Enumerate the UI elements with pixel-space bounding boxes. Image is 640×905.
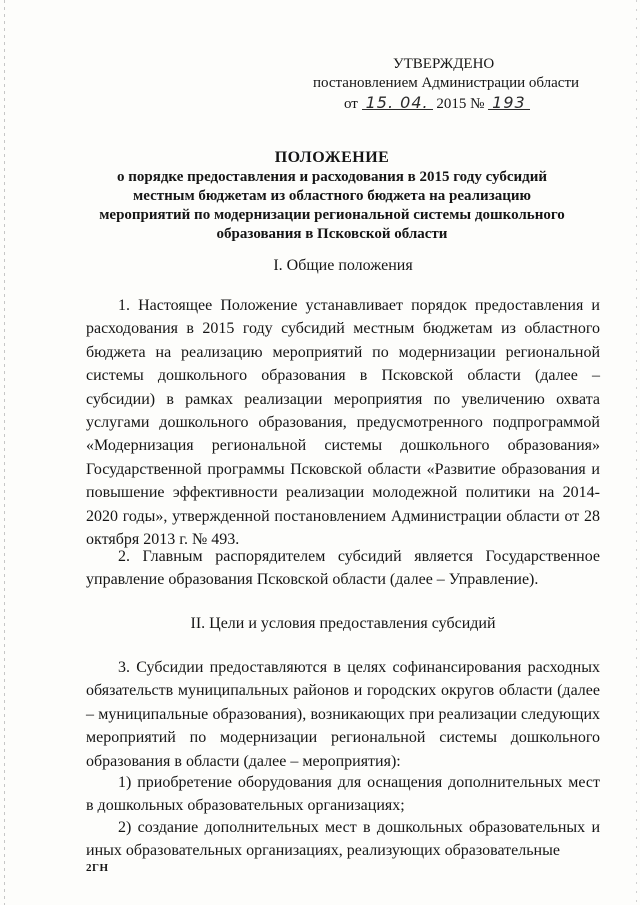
paragraph-2: 2. Главным распорядителем субсидий является Государственное управление образования Псковской области (далее – Управление). — [86, 548, 600, 589]
document-heading — [86, 148, 578, 244]
scan-edge-right — [636, 0, 637, 905]
approval-date-handwritten: 15. 04. — [362, 93, 433, 112]
section-heading-2: II. Цели и условия предоставления субсидий — [190, 615, 496, 632]
approval-by: постановлением Администрации области — [313, 75, 580, 91]
paragraph-3: 3. Субсидии предоставляются в целях софинансирования расходных обязательств муниципальных районов и городских округов области (далее – муниципальные образования), возникающих при реализации следующих мероприятий по модернизации региональной системы дошкольного образования в области (далее – мероприятия): — [86, 659, 600, 770]
paragraph-1: 1. Настоящее Положение устанавливает порядок предоставления и расходования в 2015 году субсидий местным бюджетам из областного бюджета на реализацию мероприятий по модернизации региональной системы дошкольного образования в Псковской области (далее – субсидии) в рамках реализации мероприятия по увеличению охвата услугами дошкольного образования, предусмотренного подпрограммой «Модернизация региональной системы дошкольного образования» Государственной программы Псковской области «Развитие образования и повышение эффективности реализации молодежной политики на 2014-2020 годы», утвержденной постановлением Администрации области от 28 октября 2013 г. № 493. — [86, 297, 600, 549]
paragraph-5: 2) создание дополнительных мест в дошкольных образовательных и иных образовательных организациях, реализующих образовательные — [86, 819, 600, 860]
footer-code: 2ГН — [86, 862, 109, 874]
paragraph-4: 1) приобретение оборудования для оснащения дополнительных мест в дошкольных образовательных организациях; — [86, 774, 600, 815]
section-heading-1: I. Общие положения — [273, 257, 413, 274]
document-subtitle: о порядке предоставления и расходования в 2015 году субсидий местным бюджетам из областного бюджета на реализацию мероприятий по модернизации региональной системы дошкольного образования в Псковской области — [99, 169, 565, 242]
document-title: ПОЛОЖЕНИЕ — [274, 149, 390, 166]
approval-year: 2015 № — [436, 96, 485, 112]
approval-title: УТВЕРЖДЕНО — [393, 56, 495, 72]
approval-number-handwritten: 193 — [488, 93, 530, 112]
approval-date-line — [344, 93, 530, 114]
scan-edge-left — [4, 0, 5, 905]
approval-date-prefix: от — [344, 96, 358, 112]
